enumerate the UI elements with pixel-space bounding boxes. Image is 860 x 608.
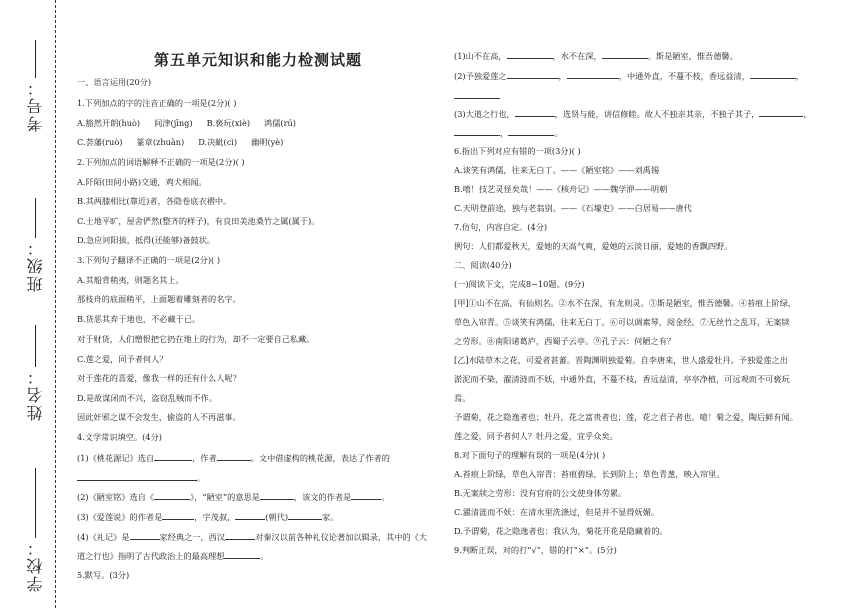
q4-blank-11[interactable] [225, 531, 255, 540]
q4-item-3-text-d: 家。 [322, 512, 339, 522]
section-2-heading: 二、阅读(40分) [454, 260, 512, 270]
recite-2-text-b: ， [558, 71, 567, 81]
school-label: 学校： [25, 538, 45, 592]
q1-options-row-1 [77, 118, 296, 129]
recite-blank-4[interactable] [567, 70, 619, 79]
class-underline [35, 198, 36, 238]
recite-blank-5[interactable] [750, 70, 796, 79]
q6-option-b: B.嘻！技艺灵怪矣哉！——《核舟记》——魏学洢——明朝 [454, 184, 668, 194]
passage-jia-line-2: 草色入帘青。⑤谈笑有鸿儒，往来无白丁。⑥可以调素琴，阅金经。⑦无丝竹之乱耳，无案牍 [454, 317, 790, 327]
section-1-heading: 一、语言运用(20分) [77, 77, 152, 87]
q8-option-d: D.予谓菊，花之隐逸者也：我认为，菊花开花是隐藏着的。 [454, 526, 668, 536]
q6-option-c: C.天明登前途，独与老翁别。——《石壕吏》——白居易——唐代 [454, 203, 692, 213]
exam-number-label: 考号： [25, 78, 45, 132]
recite-3-text-e: 。 [554, 128, 563, 138]
q4-item-4 [77, 531, 427, 543]
q3-option-b-translation: 对于财货，人们憎恨把它扔在地上的行为，却不一定要自己私藏。 [77, 334, 315, 344]
q4-item-2-text-d: 。 [381, 492, 390, 502]
school-underline [35, 468, 36, 538]
exam-number-underline [35, 40, 36, 78]
q1-option-a1: A.豁然开朗(huò) [77, 118, 141, 128]
q4-blank-3[interactable] [77, 472, 197, 481]
q4-item-1-text-b: ，作者 [192, 453, 217, 463]
binding-margin [0, 0, 62, 608]
passage-yi-line-4: 予谓菊，花之隐逸者也；牡丹，花之富贵者也；莲，花之君子者也。噫！菊之爱，陶后鲜有闻。 [454, 412, 798, 422]
q3-option-c: C.莲之爱，同予者何人？ [77, 354, 168, 364]
q4-blank-4[interactable] [154, 491, 190, 500]
q4-item-4-text-a: (4)《礼记》是 [77, 532, 130, 542]
q6-stem: 6.指出下列对应有错的一项(3分)( ) [454, 146, 581, 156]
recite-3-text-a: (3)大道之行也， [454, 109, 515, 119]
q4-blank-6[interactable] [351, 491, 381, 500]
q8-option-a: A.苔痕上阶绿，草色入帘青：苔痕碧绿，长到阶上；草色青葱，映入帘里。 [454, 469, 725, 479]
passage-yi-line-1: [乙]水陆草木之花，可爱者甚蕃。晋陶渊明独爱菊。自李唐来，世人盛爱牡丹。予独爱莲之出 [454, 355, 788, 365]
q1-stem: 1.下列加点的字的注音正确的一项是(2分)( ) [77, 98, 237, 108]
q4-item-1 [77, 452, 390, 464]
class-label: 班级： [25, 238, 45, 292]
q9-stem: 9.判断正误，对的打“√”，错的打“×”。(5分) [454, 545, 617, 555]
q8-option-b: B.无案牍之劳形：没有官府的公文使身体劳累。 [454, 488, 627, 498]
recite-2-text-d: ， [795, 71, 804, 81]
q4-item-4-text-d: 道之行也》指明了古代政治上的最高理想 [77, 551, 225, 561]
q2-option-b: B.其两膝相比(靠近)者，各隐卷底衣褶中。 [77, 196, 232, 206]
q3-option-a: A.其船背稍夷，则题名其上。 [77, 275, 184, 285]
q4-item-4-cont [77, 550, 269, 562]
school-field[interactable] [20, 468, 50, 592]
q2-option-c: C.土地平旷，屋舍俨然(整齐的样子)，有良田美池桑竹之属(属于)。 [77, 216, 320, 226]
q1-option-b1: B.亵玩(xiè) [206, 118, 251, 128]
q4-item-3-text-b: ，字茂叔， [194, 512, 236, 522]
q4-stem: 4.文学常识填空。(4分) [77, 432, 162, 442]
q4-item-2-text-c: ，该文的作者是 [293, 492, 352, 502]
recite-item-2-cont [454, 90, 500, 102]
q2-option-a: A.阡陌(田间小路)交通，鸡犬相闻。 [77, 177, 207, 187]
exam-number-field[interactable] [20, 40, 50, 132]
recite-3-text-d: ， [500, 128, 509, 138]
recite-item-2 [454, 70, 804, 82]
q3-option-d: D.是故谋闭而不兴，盗窃乱贼而不作。 [77, 393, 217, 403]
q1-option-d1: D.决眦(cì) [198, 137, 238, 147]
recite-blank-8[interactable] [759, 108, 803, 117]
q3-option-a-translation: 那枝舟的底面稍平，上面题着雕刻者的名字。 [77, 294, 241, 304]
q4-blank-12[interactable] [224, 550, 260, 559]
passage-yi-line-2: 淤泥而不染，濯清涟而不妖，中通外直，不蔓不枝，香远益清，亭亭净植，可远观而不可亵玩 [454, 374, 790, 384]
recite-blank-10[interactable] [508, 127, 554, 136]
recite-2-text-c: ，中通外直，不蔓不枝，香远益清， [618, 71, 750, 81]
q1-option-c2: 篆章(zhuàn) [136, 137, 185, 147]
recite-item-3-cont [454, 127, 562, 139]
recite-3-text-c: ， [803, 109, 812, 119]
q4-item-2 [77, 491, 389, 503]
q8-option-c: C.濯清涟而不妖：在清水里洗涤过，但是并不显得妩媚。 [454, 507, 660, 517]
recite-item-3 [454, 108, 812, 120]
q4-item-3-text-a: (3)《爱莲说》的作者是 [77, 512, 163, 522]
q6-option-a: A.谈笑有鸿儒，往来无白丁。——《陋室铭》——刘禹锡 [454, 165, 660, 175]
q3-stem: 3.下列句子翻译不正确的一项是(2分)( ) [77, 255, 221, 265]
passage-yi-line-3: 焉。 [454, 393, 471, 403]
q1-option-d2: 幽明(yè) [251, 137, 284, 147]
q1-option-c1: C.荟藩(ruò) [77, 137, 123, 147]
q3-option-d-translation: 因此奸邪之谋不会发生，偷盗的人不再滋事。 [77, 412, 241, 422]
q1-options-row-2 [77, 137, 283, 148]
recite-blank-1[interactable] [507, 50, 553, 59]
recite-2-text-a: (2)予独爱莲之 [454, 71, 507, 81]
binding-dashed-line [55, 0, 56, 608]
q4-blank-10[interactable] [130, 531, 160, 540]
recite-blank-7[interactable] [515, 108, 555, 117]
q4-item-2-text-b: 》，“陋室”的意思是 [190, 492, 260, 502]
q4-item-1-text-c: 。文中借虚构的桃花源，表达了作者的 [250, 453, 390, 463]
recite-1-text-c: 。斯是陋室，惟吾德馨。 [647, 51, 738, 61]
name-field[interactable] [20, 325, 50, 421]
page-title: 第五单元知识和能力检测试题 [153, 51, 362, 69]
q4-item-2-text-a: (2)《陋室铭》选自《 [77, 492, 155, 502]
name-label: 姓名： [25, 367, 45, 421]
reading-1-stem: (一)阅读下文，完成8~10题。(9分) [454, 279, 585, 289]
q1-option-b2: 鸿儒(rú) [264, 118, 296, 128]
q4-item-3 [77, 511, 338, 523]
q4-blank-1[interactable] [154, 452, 192, 461]
q2-stem: 2.下列加点的词语解释不正确的一项是(2分)( ) [77, 157, 245, 167]
passage-jia-line-3: 之劳形。⑧南阳诸葛庐，西蜀子云亭。⑨孔子云：何陋之有？ [454, 336, 676, 346]
class-field[interactable] [20, 198, 50, 292]
recite-1-text-b: ，水不在深， [552, 51, 602, 61]
q4-item-1-text-a: (1)《桃花源记》选自 [77, 453, 155, 463]
q4-item-4-text-c: 对秦汉以前各种礼仪论著加以辑录，其中的《大 [255, 532, 428, 542]
q3-option-c-translation: 对于莲花的喜爱，像我一样的还有什么人呢？ [77, 373, 241, 383]
q4-item-1-cont [77, 472, 205, 484]
q4-blank-7[interactable] [162, 511, 194, 520]
q7-stem: 7.仿句，内容自定。(4分) [454, 222, 548, 232]
q4-item-4-text-b: 家经典之一，西汉 [159, 532, 226, 542]
q4-item-1-text-d: 。 [197, 473, 206, 483]
recite-item-1 [454, 50, 738, 62]
q4-blank-2[interactable] [217, 452, 251, 461]
recite-3-text-b: ，选贤与能，讲信修睦。故人不独亲其亲，不独子其子， [554, 109, 760, 119]
q4-blank-5[interactable] [260, 491, 294, 500]
recite-blank-6[interactable] [454, 90, 500, 99]
q4-blank-9[interactable] [288, 511, 322, 520]
q2-option-d: D.急应诃阳拔，抵得(还能够)备鼓状。 [77, 235, 216, 245]
passage-jia-line-1: [甲]①山不在高，有仙则名。②水不在深，有龙则灵。③斯是陋室，惟吾德馨。④苔痕上阶绿， [454, 298, 797, 308]
q4-blank-8[interactable] [235, 511, 265, 520]
name-underline [35, 325, 36, 367]
q1-option-a2: 间津(jīng) [154, 118, 193, 128]
passage-yi-line-5: 莲之爱，同予者何人？牡丹之爱，宜乎众矣。 [454, 431, 618, 441]
q4-item-3-text-c: (朝代) [265, 512, 289, 522]
q4-item-4-text-e: 。 [260, 551, 269, 561]
q8-stem: 8.对下面句子的理解有误的一项是(4分)( ) [454, 450, 606, 460]
q7-example: 例句：人们都爱秋天，爱她的天高气爽，爱她的云淡日丽，爱她的香飘四野。 [454, 241, 733, 251]
q3-option-b: B.货恶其弃于地也，不必藏于已。 [77, 314, 201, 324]
recite-blank-3[interactable] [507, 70, 559, 79]
q5-stem: 5.默写。(3分) [77, 570, 130, 580]
recite-1-text-a: (1)山不在高， [454, 51, 507, 61]
recite-blank-2[interactable] [602, 50, 648, 59]
recite-blank-9[interactable] [454, 127, 500, 136]
